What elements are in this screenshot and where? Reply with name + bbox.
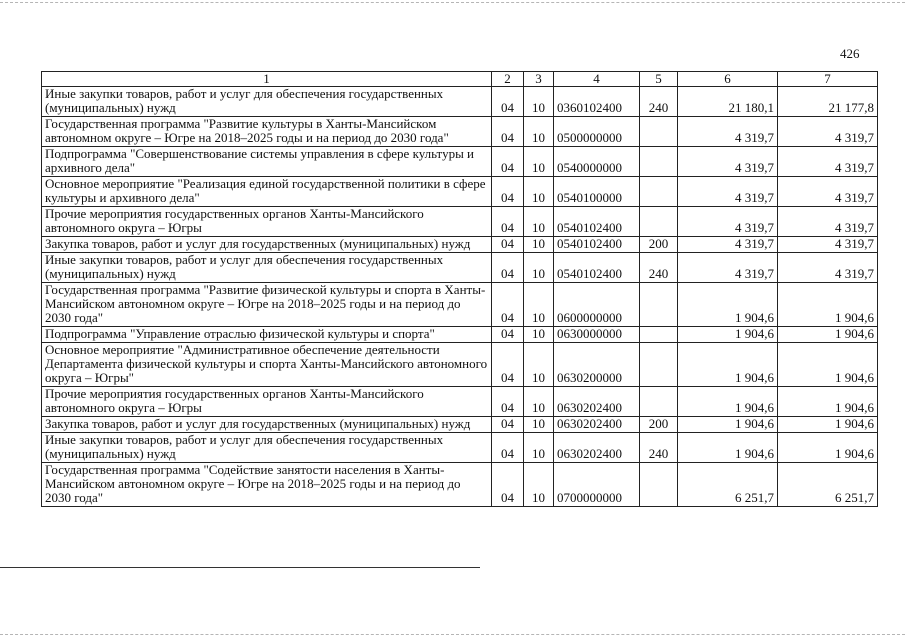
table-row [42, 177, 878, 207]
table-row [42, 147, 878, 177]
section-code: 04 [492, 177, 524, 207]
table-row [42, 87, 878, 117]
target-article-code: 0500000000 [554, 117, 640, 147]
row-description: Прочие мероприятия государственных органов Ханты-Мансийского автономного округа – Югры [42, 387, 492, 417]
subsection-code: 10 [524, 253, 554, 283]
expense-type-code: 200 [640, 417, 678, 433]
amount-column-7: 1 904,6 [778, 417, 878, 433]
section-code: 04 [492, 463, 524, 507]
expense-type-code [640, 327, 678, 343]
scan-edge-top [0, 2, 905, 3]
row-description: Иные закупки товаров, работ и услуг для обеспечения государственных (муниципальных) нужд [42, 253, 492, 283]
target-article-code: 0630000000 [554, 327, 640, 343]
target-article-code: 0600000000 [554, 283, 640, 327]
target-article-code: 0540000000 [554, 147, 640, 177]
amount-column-6: 1 904,6 [678, 433, 778, 463]
section-code: 04 [492, 433, 524, 463]
target-article-code: 0540102400 [554, 207, 640, 237]
amount-column-7: 1 904,6 [778, 327, 878, 343]
amount-column-6: 4 319,7 [678, 237, 778, 253]
section-code: 04 [492, 417, 524, 433]
target-article-code: 0700000000 [554, 463, 640, 507]
amount-column-7: 1 904,6 [778, 387, 878, 417]
subsection-code: 10 [524, 237, 554, 253]
table-row [42, 433, 878, 463]
budget-table [41, 71, 878, 507]
row-description: Иные закупки товаров, работ и услуг для обеспечения государственных (муниципальных) нужд [42, 87, 492, 117]
amount-column-7: 4 319,7 [778, 253, 878, 283]
amount-column-7: 4 319,7 [778, 147, 878, 177]
subsection-code: 10 [524, 283, 554, 327]
subsection-code: 10 [524, 343, 554, 387]
expense-type-code [640, 343, 678, 387]
amount-column-7: 4 319,7 [778, 117, 878, 147]
amount-column-6: 1 904,6 [678, 387, 778, 417]
row-description: Подпрограмма "Совершенствование системы управления в сфере культуры и архивного дела" [42, 147, 492, 177]
row-description: Государственная программа "Содействие занятости населения в Ханты-Мансийском автономном округе – Югре на 2018–2025 годы и на период до 2030 года" [42, 463, 492, 507]
handwritten-strike-line [0, 567, 480, 568]
column-header: 7 [778, 72, 878, 87]
amount-column-6: 6 251,7 [678, 463, 778, 507]
target-article-code: 0360102400 [554, 87, 640, 117]
target-article-code: 0630202400 [554, 433, 640, 463]
section-code: 04 [492, 343, 524, 387]
row-description: Основное мероприятие "Административное обеспечение деятельности Департамента физической культуры и спорта Ханты-Мансийского автономного округа – Югры" [42, 343, 492, 387]
subsection-code: 10 [524, 463, 554, 507]
amount-column-7: 1 904,6 [778, 433, 878, 463]
amount-column-6: 1 904,6 [678, 343, 778, 387]
subsection-code: 10 [524, 417, 554, 433]
expense-type-code [640, 283, 678, 327]
amount-column-7: 4 319,7 [778, 237, 878, 253]
subsection-code: 10 [524, 147, 554, 177]
row-description: Основное мероприятие "Реализация единой государственной политики в сфере культуры и архивного дела" [42, 177, 492, 207]
column-header: 3 [524, 72, 554, 87]
expense-type-code [640, 147, 678, 177]
amount-column-6: 4 319,7 [678, 177, 778, 207]
target-article-code: 0630202400 [554, 417, 640, 433]
section-code: 04 [492, 117, 524, 147]
table-row [42, 283, 878, 327]
table-header-row [42, 72, 878, 87]
amount-column-6: 4 319,7 [678, 253, 778, 283]
table-row [42, 417, 878, 433]
table-row [42, 387, 878, 417]
column-header: 6 [678, 72, 778, 87]
page-number: 426 [840, 46, 860, 61]
amount-column-6: 4 319,7 [678, 147, 778, 177]
column-header: 5 [640, 72, 678, 87]
subsection-code: 10 [524, 327, 554, 343]
row-description: Закупка товаров, работ и услуг для государственных (муниципальных) нужд [42, 417, 492, 433]
subsection-code: 10 [524, 177, 554, 207]
expense-type-code: 240 [640, 433, 678, 463]
expense-type-code: 240 [640, 253, 678, 283]
expense-type-code [640, 207, 678, 237]
section-code: 04 [492, 283, 524, 327]
section-code: 04 [492, 387, 524, 417]
expense-type-code [640, 387, 678, 417]
scan-edge-bottom [0, 634, 905, 635]
table-row [42, 117, 878, 147]
amount-column-6: 1 904,6 [678, 283, 778, 327]
row-description: Государственная программа "Развитие физической культуры и спорта в Ханты-Мансийском автономном округе – Югре на 2018–2025 годы и на период до 2030 года" [42, 283, 492, 327]
target-article-code: 0540100000 [554, 177, 640, 207]
expense-type-code [640, 177, 678, 207]
table-row [42, 207, 878, 237]
column-header: 4 [554, 72, 640, 87]
subsection-code: 10 [524, 387, 554, 417]
section-code: 04 [492, 207, 524, 237]
row-description: Прочие мероприятия государственных органов Ханты-Мансийского автономного округа – Югры [42, 207, 492, 237]
subsection-code: 10 [524, 117, 554, 147]
table-row [42, 343, 878, 387]
row-description: Закупка товаров, работ и услуг для государственных (муниципальных) нужд [42, 237, 492, 253]
amount-column-7: 21 177,8 [778, 87, 878, 117]
table-row [42, 327, 878, 343]
target-article-code: 0540102400 [554, 253, 640, 283]
section-code: 04 [492, 327, 524, 343]
amount-column-6: 4 319,7 [678, 117, 778, 147]
section-code: 04 [492, 147, 524, 177]
table-row [42, 463, 878, 507]
subsection-code: 10 [524, 433, 554, 463]
amount-column-7: 4 319,7 [778, 177, 878, 207]
section-code: 04 [492, 87, 524, 117]
amount-column-6: 4 319,7 [678, 207, 778, 237]
section-code: 04 [492, 237, 524, 253]
expense-type-code [640, 463, 678, 507]
row-description: Иные закупки товаров, работ и услуг для обеспечения государственных (муниципальных) нужд [42, 433, 492, 463]
column-header: 1 [42, 72, 492, 87]
amount-column-7: 6 251,7 [778, 463, 878, 507]
subsection-code: 10 [524, 207, 554, 237]
expense-type-code: 240 [640, 87, 678, 117]
amount-column-7: 4 319,7 [778, 207, 878, 237]
expense-type-code: 200 [640, 237, 678, 253]
table-row [42, 237, 878, 253]
section-code: 04 [492, 253, 524, 283]
amount-column-7: 1 904,6 [778, 283, 878, 327]
amount-column-6: 21 180,1 [678, 87, 778, 117]
target-article-code: 0630202400 [554, 387, 640, 417]
amount-column-6: 1 904,6 [678, 327, 778, 343]
expense-type-code [640, 117, 678, 147]
amount-column-6: 1 904,6 [678, 417, 778, 433]
amount-column-7: 1 904,6 [778, 343, 878, 387]
row-description: Государственная программа "Развитие культуры в Ханты-Мансийском автономном округе – Югре на 2018–2025 годы и на период до 2030 года" [42, 117, 492, 147]
target-article-code: 0630200000 [554, 343, 640, 387]
target-article-code: 0540102400 [554, 237, 640, 253]
column-header: 2 [492, 72, 524, 87]
row-description: Подпрограмма "Управление отраслью физической культуры и спорта" [42, 327, 492, 343]
table-row [42, 253, 878, 283]
subsection-code: 10 [524, 87, 554, 117]
